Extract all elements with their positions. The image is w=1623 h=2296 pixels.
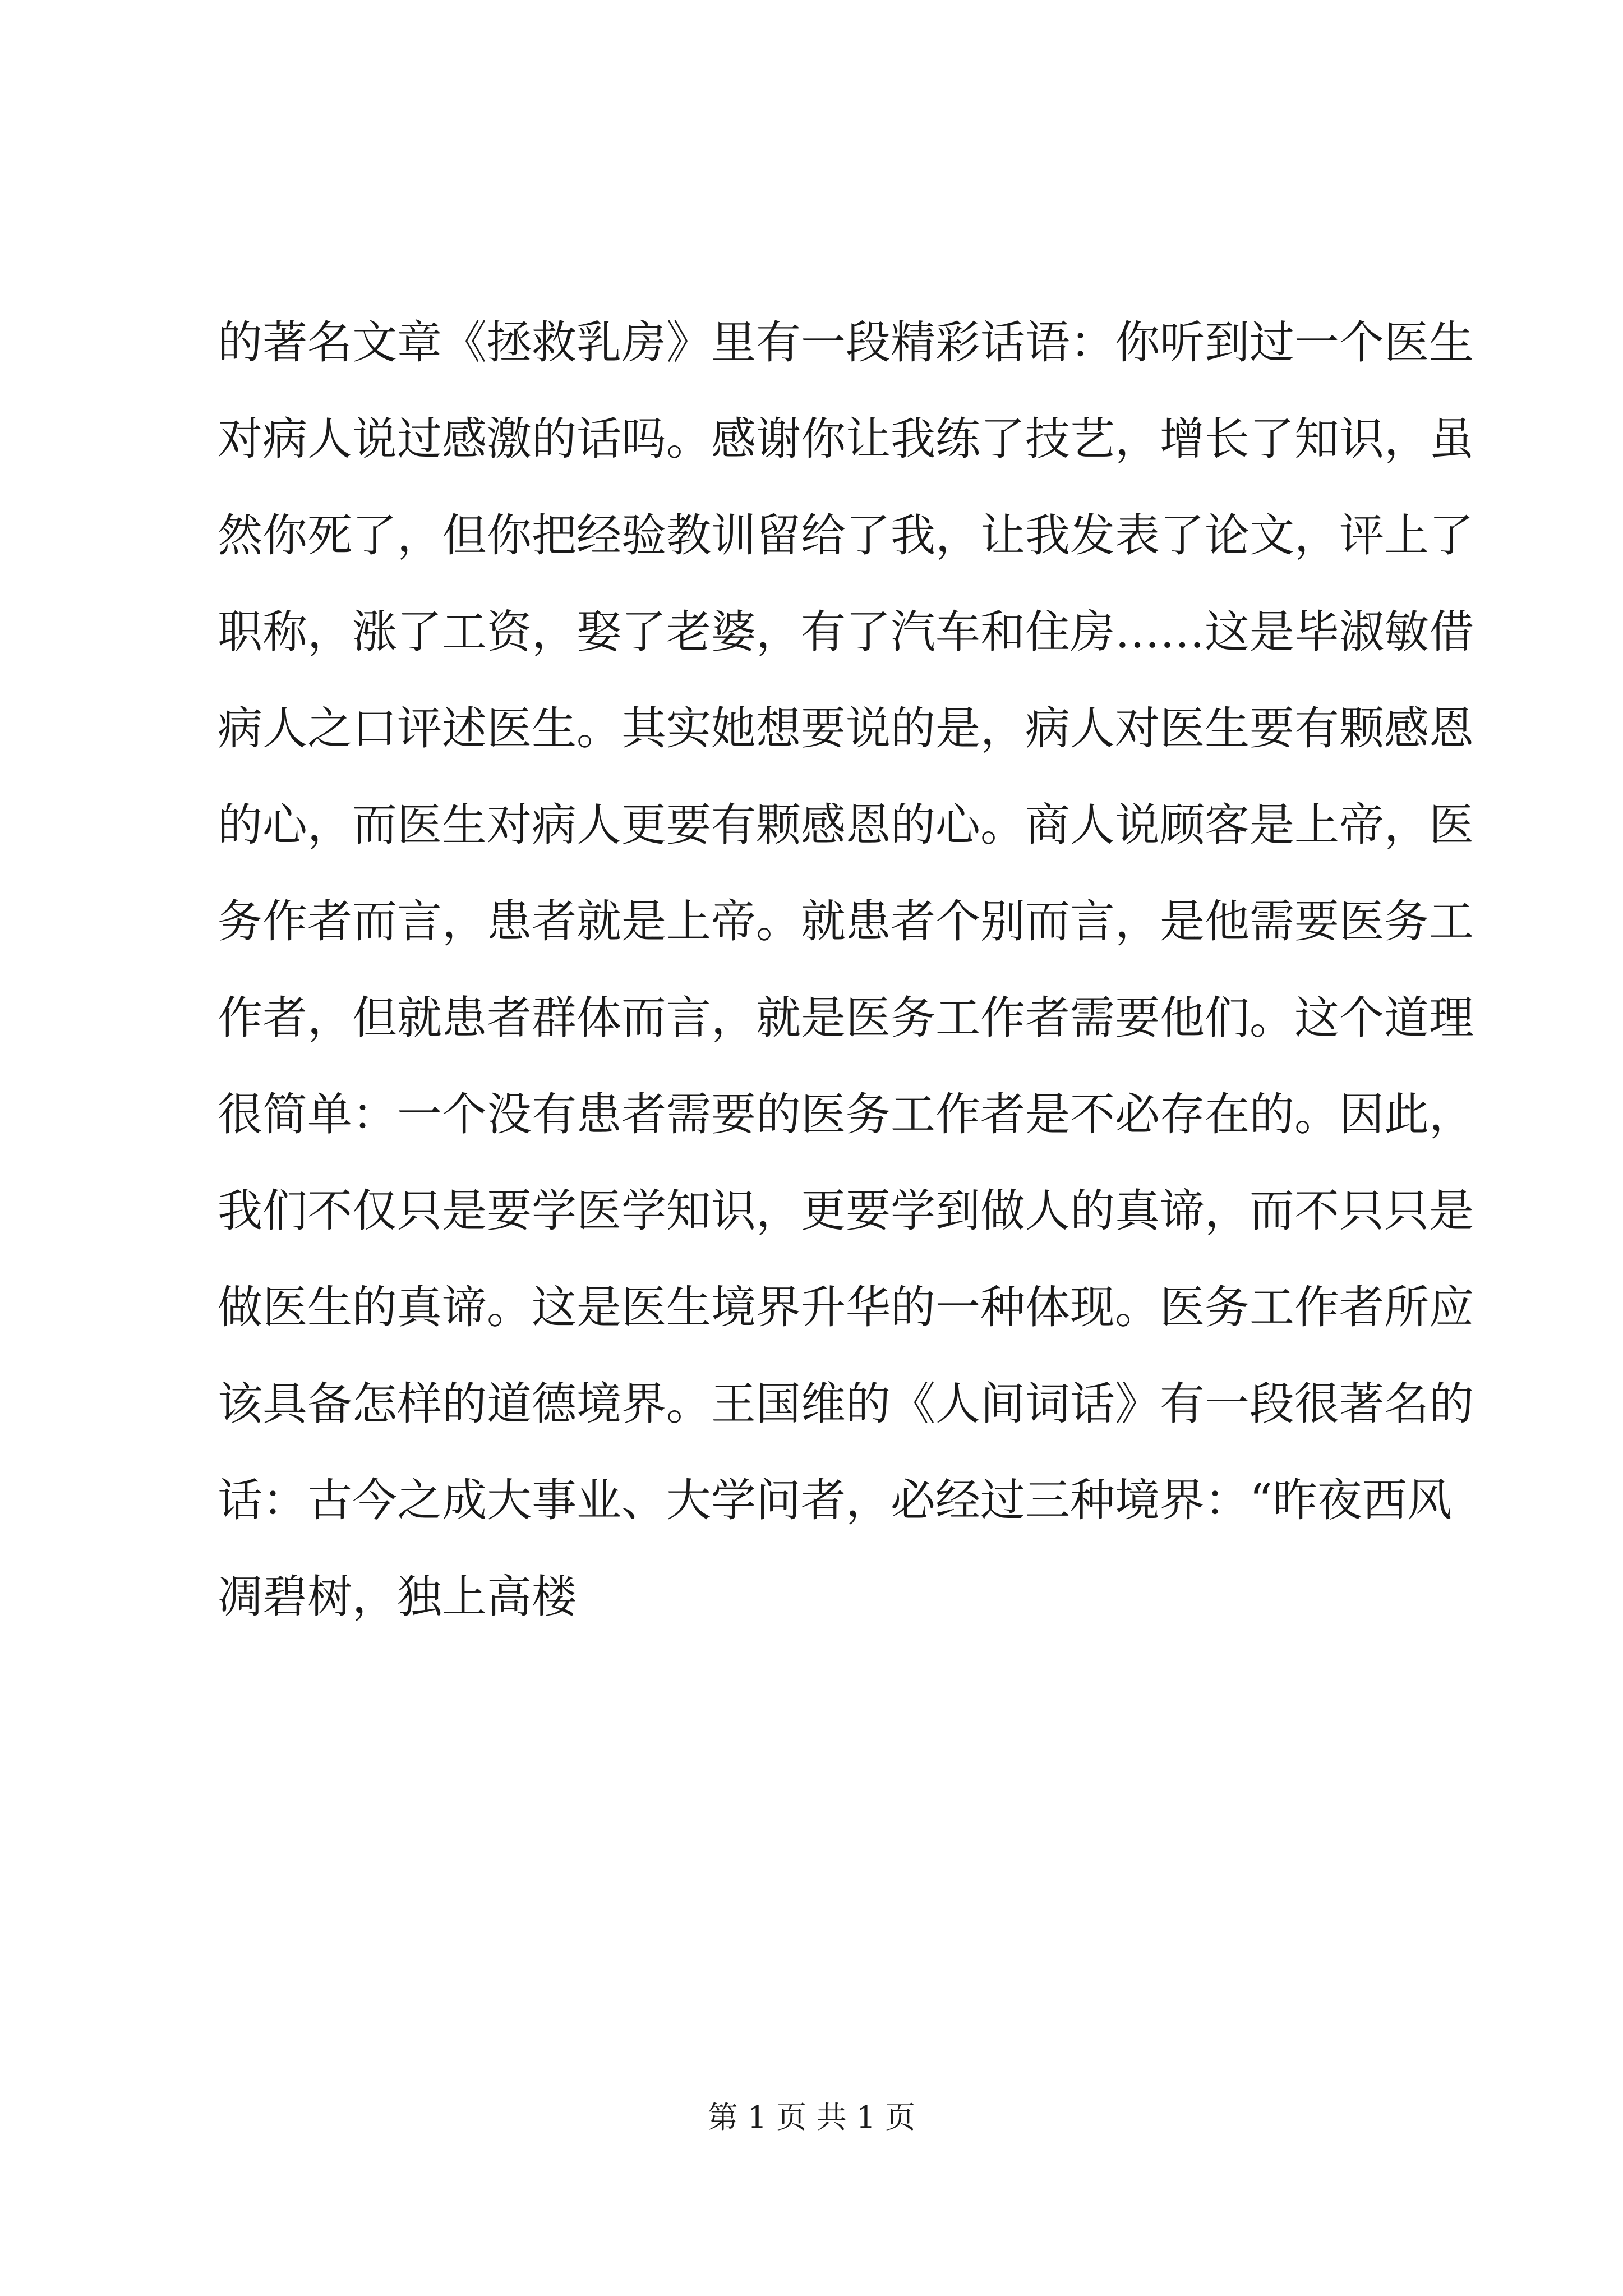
text-line: 对病人说过感激的话吗。感谢你让我练了技艺，增长了知识，虽 — [218, 413, 1474, 465]
text-line: 病人之口评述医生。其实她想要说的是，病人对医生要有颗感恩 — [218, 702, 1474, 754]
page-footer: 第 1 页 共 1 页 — [707, 2100, 916, 2135]
text-line: 然你死了，但你把经验教训留给了我，让我发表了论文，评上了 — [218, 509, 1474, 562]
text-line: 职称，涨了工资，娶了老婆，有了汽车和住房……这是毕淑敏借 — [218, 606, 1474, 658]
text-line: 做医生的真谛。这是医生境界升华的一种体现。医务工作者所应 — [218, 1281, 1474, 1333]
text-line: 的心，而医生对病人更要有颗感恩的心。商人说顾客是上帝，医 — [218, 799, 1474, 851]
text-line: 话：古今之成大事业、大学问者，必经过三种境界：“昨夜西风 — [218, 1474, 1452, 1526]
text-line: 作者，但就患者群体而言，就是医务工作者需要他们。这个道理 — [218, 992, 1474, 1044]
text-line: 我们不仅只是要学医学知识，更要学到做人的真谛，而不只只是 — [218, 1185, 1474, 1237]
body-paragraph — [218, 295, 1474, 1645]
text-line: 凋碧树，独上高楼 — [218, 1571, 577, 1623]
text-line: 务作者而言，患者就是上帝。就患者个别而言，是他需要医务工 — [218, 895, 1474, 947]
text-line: 的著名文章《拯救乳房》里有一段精彩话语：你听到过一个医生 — [218, 316, 1474, 369]
text-line: 很简单：一个没有患者需要的医务工作者是不必存在的。因此， — [218, 1088, 1474, 1140]
text-line: 该具备怎样的道德境界。王国维的《人间词话》有一段很著名的 — [218, 1378, 1474, 1430]
